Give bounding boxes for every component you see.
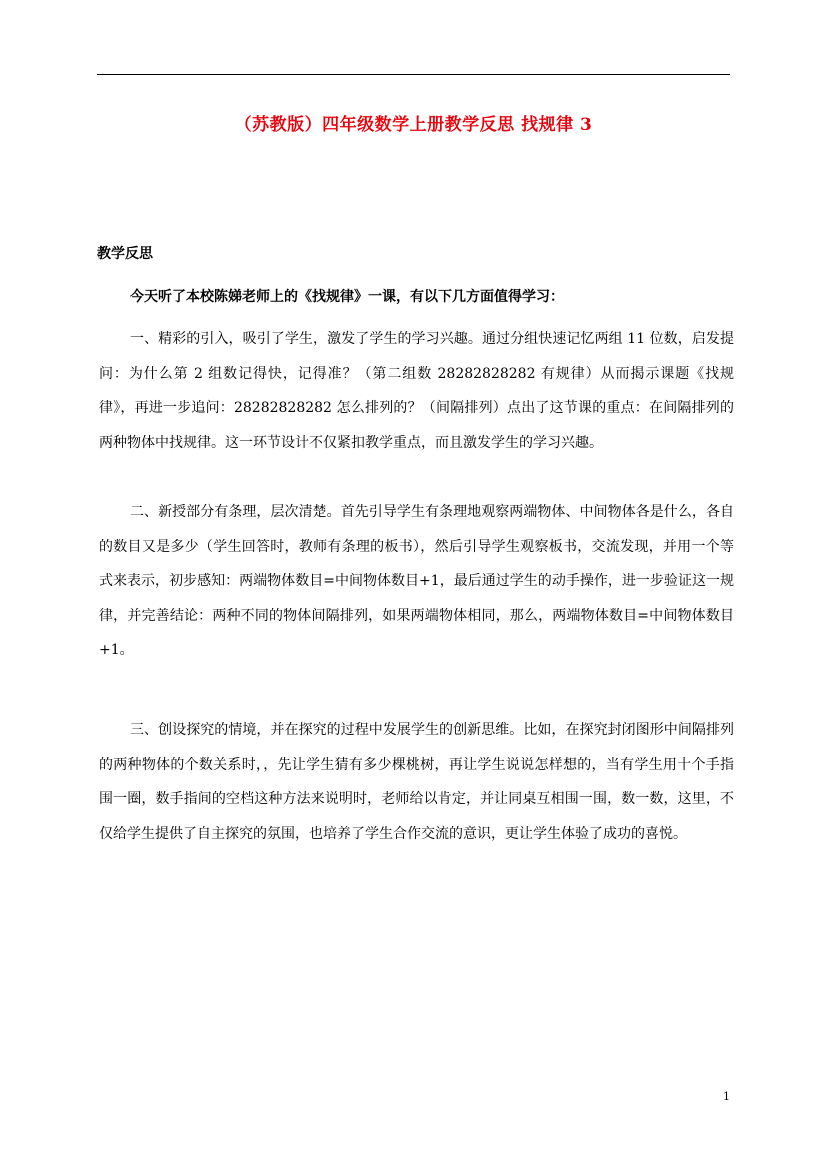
paragraph-exploration: 三、创设探究的情境，并在探究的过程中发展学生的创新思维。比如，在探究封闭图形中间隔排列的两种物体的个数关系时，，先让学生猜有多少棵桃树，再让学生说说怎样想的，当有学生用十个手指围一圈，数手指间的空档这种方法来说明时，老师给以肯定，并让同桌互相围一围，数一数，这里，不仅给学生提供了自主探究的氛围，也培养了学生合作交流的意识，更让学生体验了成功的喜悦。: [99, 722, 734, 842]
header-rule: [97, 74, 730, 75]
paragraph-introduction: 一、精彩的引入，吸引了学生，激发了学生的学习兴趣。通过分组快速记忆两组 11 位数，启发提问：为什么第 2 组数记得快，记得准？（第二组数 28282828282 有规律）从而揭示课题《找规律》，再进一步追问：28282828282 怎么排列的？（间隔排列）点出了这节课的重点：在间隔排列的两种物体中找规律。这一环节设计不仅紧扣教学重点，而且激发学生的学习兴趣。: [99, 331, 734, 451]
document-title: （苏教版）四年级数学上册教学反思 找规律 3: [234, 115, 593, 135]
section-heading: 教学反思: [97, 246, 153, 262]
page-number: 1: [723, 1090, 730, 1103]
intro-sentence: 今天听了本校陈娣老师上的《找规律》一课，有以下几方面值得学习：: [130, 289, 564, 305]
paragraph-new-lesson: 二、新授部分有条理，层次清楚。首先引导学生有条理地观察两端物体、中间物体各是什么，各自的数目又是多少（学生回答时，教师有条理的板书），然后引导学生观察板书，交流发现，并用一个等式来表示，初步感知：两端物体数目=中间物体数目+1，最后通过学生的动手操作，进一步验证这一规律，并完善结论：两种不同的物体间隔排列，如果两端物体相同，那么，两端物体数目=中间物体数目+1。: [99, 504, 734, 658]
